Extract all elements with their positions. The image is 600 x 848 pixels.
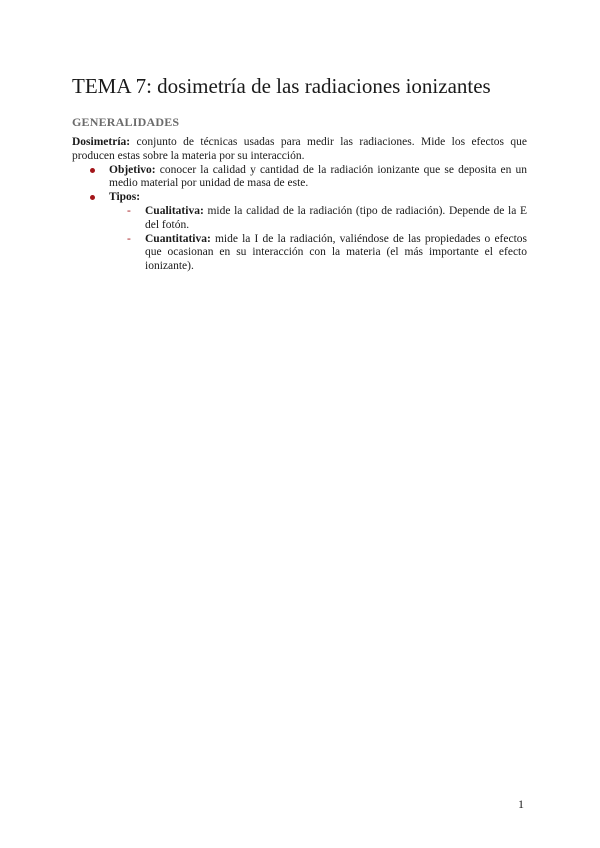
definition-term: Dosimetría: (72, 136, 131, 148)
dash-icon: - (127, 204, 131, 217)
dash-icon: - (127, 232, 131, 245)
bullet-dot-icon (90, 195, 95, 200)
definition-paragraph (72, 136, 527, 164)
bullet-item-tipos (72, 191, 527, 274)
document-body (72, 136, 527, 274)
sublist-term: Cuantitativa: (145, 232, 211, 245)
bullet-dot-icon (90, 168, 95, 173)
bullet-list (72, 164, 527, 274)
sublist-item-cualitativa (109, 205, 527, 233)
page-title: TEMA 7: dosimetría de las radiaciones ionizantes (72, 74, 491, 98)
sublist-text: mide la I de la radiación, valiéndose de las propiedades o efectos que ocasionan en su interacción con la materia (el más importante el efecto ionizante). (145, 232, 528, 273)
bullet-text: conocer la calidad y cantidad de la radiación ionizante que se deposita en un medio material por unidad de masa de este. (109, 163, 528, 190)
bullet-term: Objetivo: (109, 163, 156, 176)
sublist-text: mide la calidad de la radiación (tipo de radiación). Depende de la E del fotón. (145, 204, 527, 231)
page-number: 1 (518, 797, 524, 811)
bullet-term: Tipos: (109, 191, 141, 204)
definition-text: conjunto de técnicas usadas para medir las radiaciones. Mide los efectos que producen estas sobre la materia por su interacción. (72, 136, 528, 162)
sublist-term: Cualitativa: (145, 204, 204, 217)
types-sublist (109, 205, 527, 274)
bullet-item-objetivo (72, 164, 527, 192)
sublist-item-cuantitativa (109, 233, 527, 274)
section-heading: GENERALIDADES (72, 115, 180, 129)
